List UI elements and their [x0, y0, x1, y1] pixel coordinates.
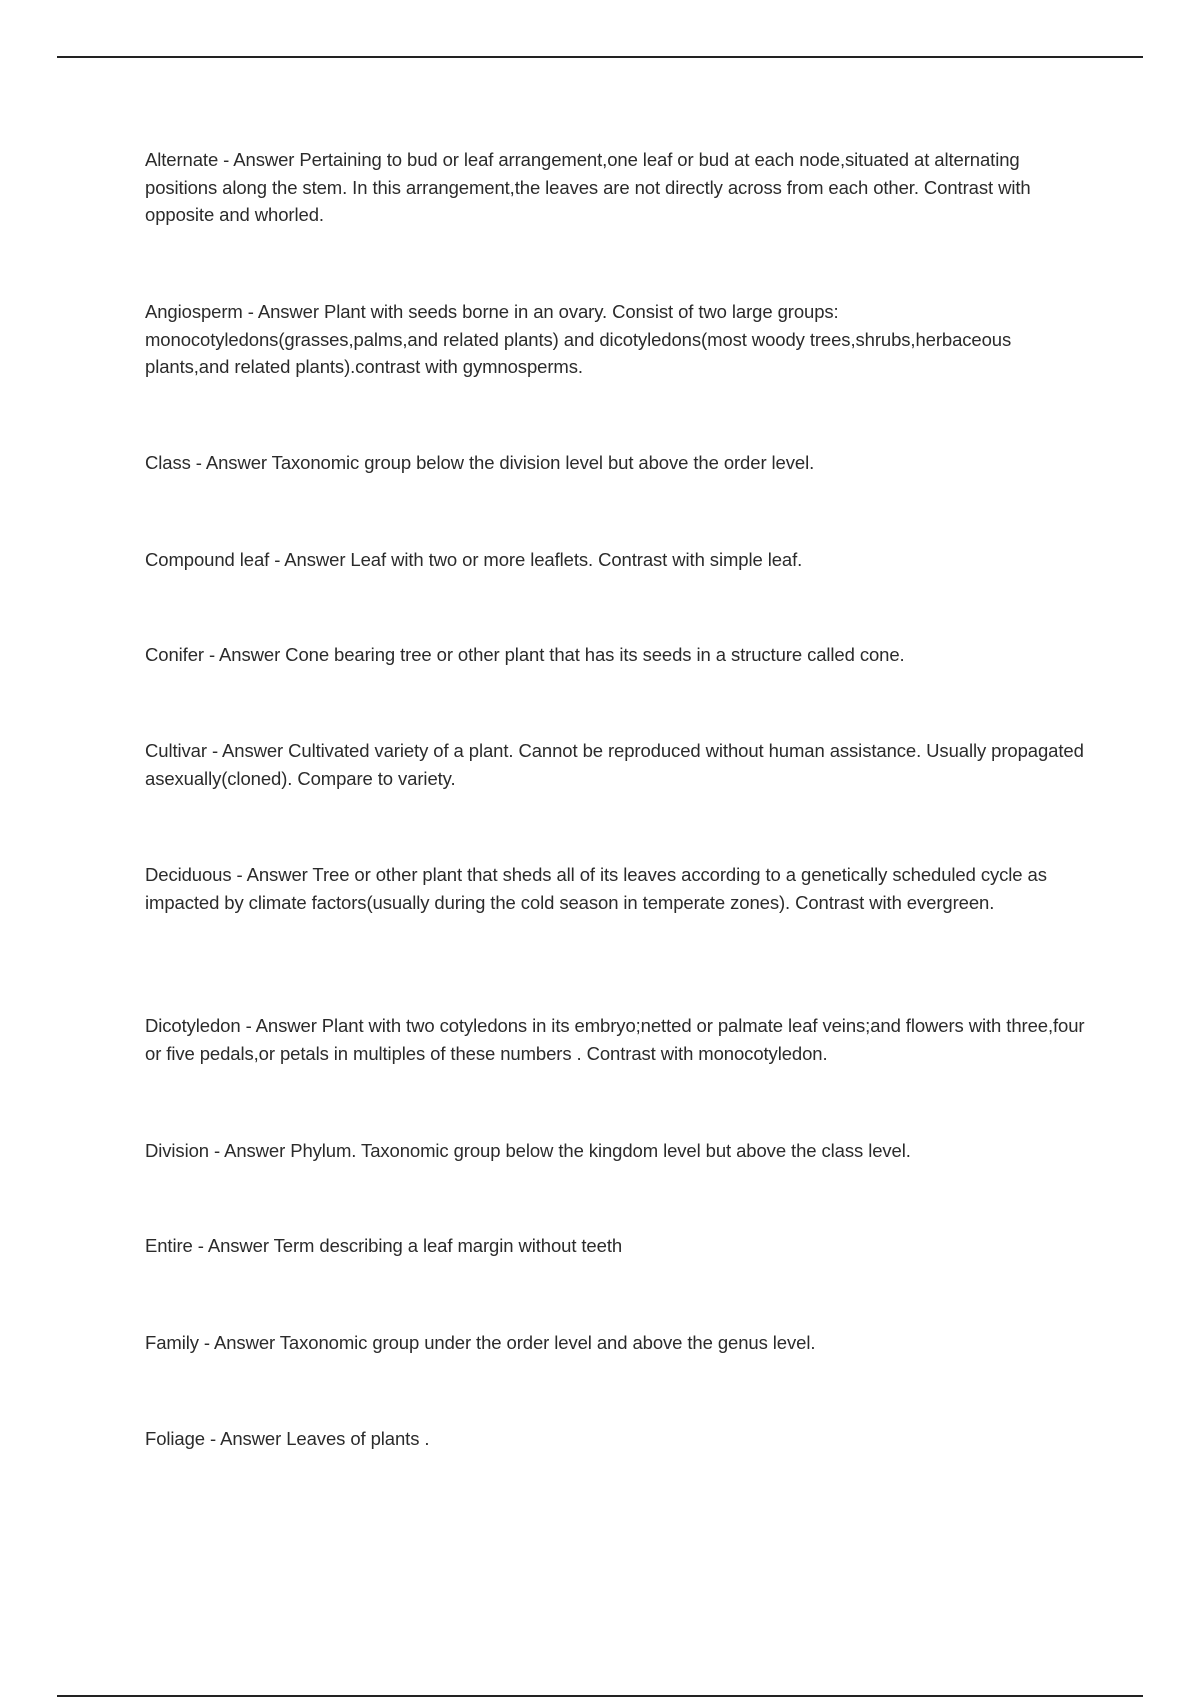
glossary-entry-alternate: Alternate - Answer Pertaining to bud or leaf arrangement,one leaf or bud at each node,situated at alternating positions along the stem. In this arrangement,the leaves are not directly across from each other. Contrast with opposite and whorled.	[145, 149, 1031, 225]
glossary-entry-dicotyledon: Dicotyledon - Answer Plant with two cotyledons in its embryo;netted or palmate leaf veins;and flowers with three,four or five pedals,or petals in multiples of these numbers . Contrast with monocotyledon.	[145, 1015, 1085, 1064]
glossary-entry-family: Family - Answer Taxonomic group under the order level and above the genus level.	[145, 1332, 816, 1353]
glossary-entry-foliage: Foliage - Answer Leaves of plants .	[145, 1428, 430, 1449]
glossary-entry-compound-leaf: Compound leaf - Answer Leaf with two or more leaflets. Contrast with simple leaf.	[145, 549, 803, 570]
glossary-entry-angiosperm: Angiosperm - Answer Plant with seeds borne in an ovary. Consist of two large groups: monocotyledons(grasses,palms,and related plants) and dicotyledons(most woody trees,shrubs,herbaceous plants,and related plants).contrast with gymnosperms.	[145, 301, 1012, 377]
glossary-entry-deciduous: Deciduous - Answer Tree or other plant that sheds all of its leaves according to a genetically scheduled cycle as impacted by climate factors(usually during the cold season in temperate zones). Contrast with evergreen.	[145, 864, 1047, 913]
glossary-entry-entire: Entire - Answer Term describing a leaf margin without teeth	[145, 1235, 623, 1256]
glossary-entry-class: Class - Answer Taxonomic group below the division level but above the order level.	[145, 452, 815, 473]
header-rule	[57, 56, 1143, 58]
footer-rule	[57, 1695, 1143, 1697]
glossary-entry-division: Division - Answer Phylum. Taxonomic group below the kingdom level but above the class level.	[145, 1140, 911, 1161]
glossary-entry-conifer: Conifer - Answer Cone bearing tree or other plant that has its seeds in a structure called cone.	[145, 644, 905, 665]
glossary-entry-cultivar: Cultivar - Answer Cultivated variety of a plant. Cannot be reproduced without human assistance. Usually propagated asexually(cloned). Compare to variety.	[145, 740, 1084, 789]
